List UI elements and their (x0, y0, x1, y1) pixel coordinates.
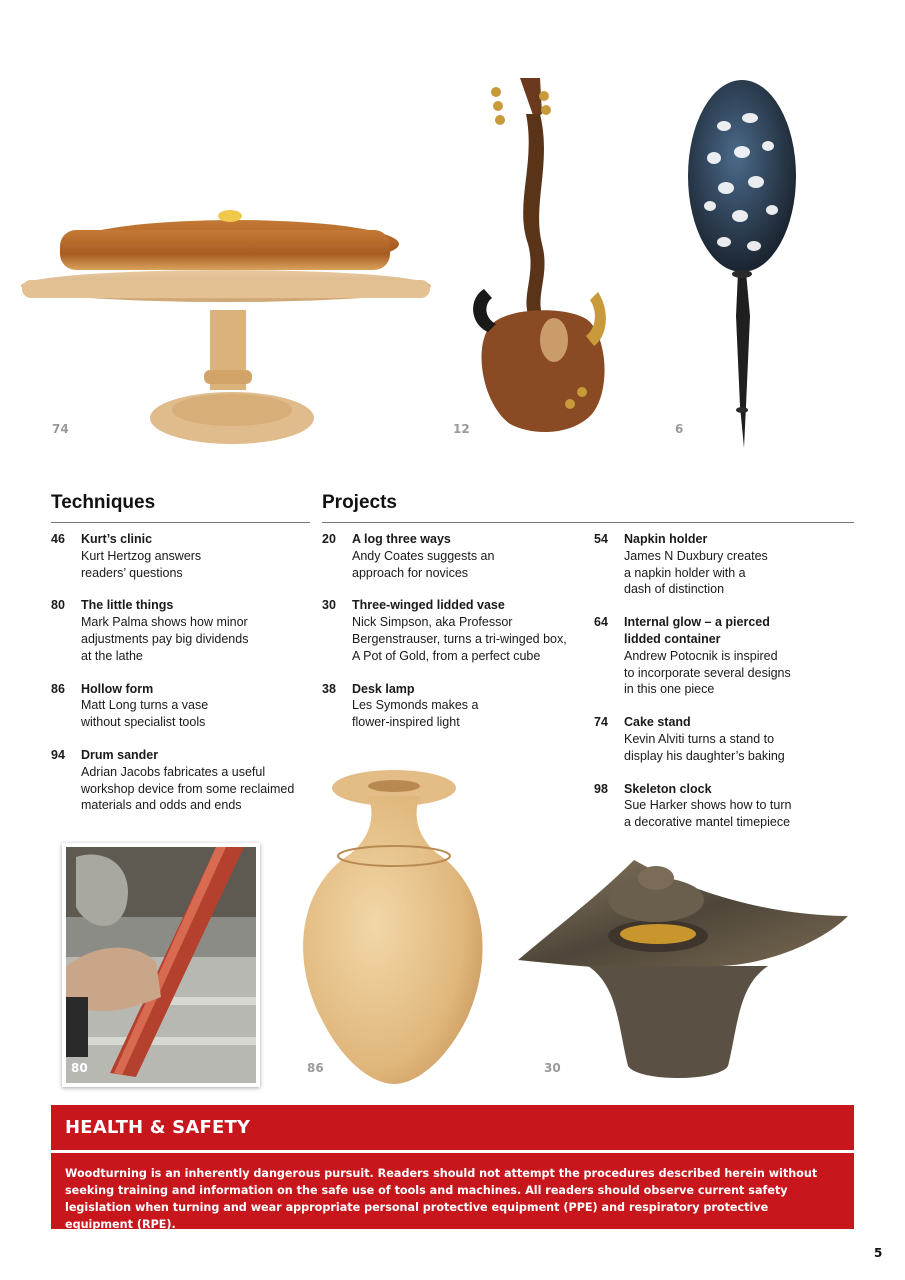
entry-description: Les Symonds makes a flower-inspired light (352, 698, 479, 730)
techniques-list (51, 531, 313, 830)
health-safety-header (51, 1105, 854, 1150)
health-safety-title: HEALTH & SAFETY (65, 1117, 251, 1138)
entry-page-number: 64 (594, 615, 608, 630)
page-number: 5 (874, 1246, 883, 1260)
entry-page-number: 98 (594, 781, 608, 796)
list-item[interactable] (51, 681, 313, 731)
list-item[interactable] (51, 597, 313, 664)
entry-description: Mark Palma shows how minor adjustments pay big dividends at the lathe (81, 615, 249, 663)
cake-stand-page-number: 74 (52, 422, 69, 436)
entry-description: Kevin Alviti turns a stand to display his daughter’s baking (624, 731, 785, 763)
entry-title: Cake stand (624, 715, 691, 730)
entry-page-number: 54 (594, 532, 608, 546)
entry-description: Adrian Jacobs fabricates a useful workshop device from some reclaimed materials and odds and ends (81, 764, 295, 813)
cake-stand-photo (18, 200, 434, 448)
techniques-heading: Techniques (51, 492, 156, 513)
hollow-form-vase-photo (290, 766, 494, 1088)
list-item[interactable] (51, 531, 313, 581)
entry-title: Hollow form (81, 681, 154, 696)
entry-page-number: 86 (51, 681, 65, 696)
entry-title: The little things (81, 598, 174, 613)
entry-page-number: 38 (322, 681, 336, 696)
list-item[interactable] (594, 614, 856, 698)
vase-page-number: 86 (307, 1061, 324, 1075)
entry-page-number: 30 (322, 598, 336, 613)
projects-rule (322, 522, 854, 523)
pierced-egg-photo (684, 76, 804, 448)
entry-page-number: 94 (51, 747, 65, 762)
entry-title: Drum sander (81, 747, 159, 762)
entry-title: Napkin holder (624, 532, 708, 546)
list-item[interactable] (322, 597, 584, 664)
entry-description: James N Duxbury creates a napkin holder with a dash of distinction (624, 548, 768, 597)
bass-page-number: 12 (453, 422, 470, 436)
list-item[interactable] (594, 781, 856, 831)
three-winged-vase-photo (518, 856, 852, 1086)
entry-description: Matt Long turns a vase without specialist tools (81, 698, 209, 730)
entry-title: Desk lamp (352, 681, 415, 696)
entry-page-number: 80 (51, 598, 65, 613)
techniques-rule (51, 522, 310, 523)
list-item[interactable] (594, 714, 856, 764)
egg-page-number: 6 (675, 422, 684, 436)
health-safety-box (51, 1153, 854, 1229)
drum-sander-photo (62, 843, 260, 1087)
vessel-page-number: 30 (544, 1061, 561, 1075)
entry-page-number: 20 (322, 532, 336, 546)
entry-description: Andy Coates suggests an approach for novices (352, 548, 495, 580)
entry-title: Internal glow – a pierced lidded container (624, 615, 770, 646)
projects-list-left (322, 531, 584, 747)
sander-page-number: 80 (71, 1061, 88, 1075)
entry-description: Kurt Hertzog answers readers’ questions (81, 548, 202, 580)
entry-title: Kurt’s clinic (81, 532, 153, 546)
entry-title: A log three ways (352, 532, 451, 546)
entry-description: Nick Simpson, aka Professor Bergenstrauser, turns a tri-winged box, A Pot of Gold, from a perfect cube (352, 615, 567, 663)
entry-description: Andrew Potocnik is inspired to incorporate several designs in this one piece (624, 648, 791, 697)
entry-description: Sue Harker shows how to turn a decorative mantel timepiece (624, 798, 792, 830)
list-item[interactable] (322, 681, 584, 731)
entry-page-number: 74 (594, 715, 608, 730)
projects-heading: Projects (322, 492, 397, 513)
entry-title: Three-winged lidded vase (352, 598, 505, 613)
list-item[interactable] (51, 747, 313, 814)
projects-list-right (594, 531, 856, 847)
list-item[interactable] (322, 531, 584, 581)
bass-guitar-photo (462, 74, 614, 446)
list-item[interactable] (594, 531, 856, 598)
entry-title: Skeleton clock (624, 781, 712, 796)
drum-sander-image (66, 847, 256, 1083)
entry-page-number: 46 (51, 532, 65, 546)
health-safety-text: Woodturning is an inherently dangerous pursuit. Readers should not attempt the procedures described herein without seeking training and information on the safe use of tools and machines. All readers should observe current safety legislation when turning and wear appropriate personal protective equipment (PPE) and respiratory protective equipment (RPE). (65, 1167, 818, 1231)
